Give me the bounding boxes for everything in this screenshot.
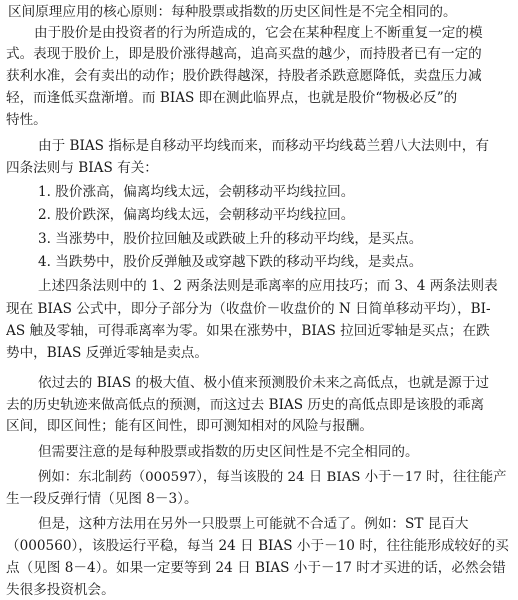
text-line: 但需要注意的是每种股票或指数的历史区间性是不完全相同的。 xyxy=(38,444,419,461)
text-line: 生一段反弹行情（见图 8－3）。 xyxy=(6,491,198,508)
text-line: 势中，BIAS 反弹近零轴是卖点。 xyxy=(6,344,208,361)
text-line: 轻，而逢低买盘渐增。而 BIAS 即在测此临界点，也就是股价“物极必反”的 xyxy=(6,90,458,107)
text-line: 由于 BIAS 指标是自移动平均线而来，而移动平均线葛兰碧八大法则中，有 xyxy=(38,137,489,154)
text-line: 例如：东北制药（000597），每当该股的 24 日 BIAS 小于－17 时，往往能产 xyxy=(38,469,507,485)
text-line: 获利水准，会有卖出的动作；股价跌得越深，持股者杀跌意愿降低，卖盘压力减 xyxy=(6,67,482,84)
text-line: 上述四条法则中的 1、2 两条法则是乖离率的应用技巧；而 3、4 两条法则表 xyxy=(38,278,498,295)
text-line: 点（见图 8－4）。如果一定要等到 24 日 BIAS 小于－17 时才买进的话，必然会错 xyxy=(6,560,506,577)
text-line: 但是，这种方法用在另外一只股票上可能就不合适了。例如：ST 昆百大 xyxy=(38,516,469,533)
text-line: 依过去的 BIAS 的极大值、极小值来预测股价未来之高低点，也就是源于过 xyxy=(38,374,489,391)
text-line: 特性。 xyxy=(6,111,47,128)
list-item: 1. 股价涨高，偏离均线太远，会朝移动平均线拉回。 xyxy=(38,183,355,200)
list-item: 3. 当涨势中，股价拉回触及或跌破上升的移动平均线，是买点。 xyxy=(38,230,423,247)
text-line: 区间原理应用的核心原则：每种股票或指数的历史区间性是不完全相同的。 xyxy=(8,3,457,20)
list-item: 4. 当跌势中，股价反弹触及或穿越下跌的移动平均线，是卖点。 xyxy=(38,254,423,271)
text-line: 区间，即区间性；能有区间性，即可测知相对的风险与报酬。 xyxy=(6,418,374,434)
text-line: 现在 BIAS 公式中，即分子部分为（收盘价－收盘价的 N 日简单移动平均），BI- xyxy=(6,300,491,317)
text-line: 失很多投资机会。 xyxy=(6,582,115,598)
text-line: AS 触及零轴，可得乖离率为零。如果在涨势中，BIAS 拉回近零轴是买点；在跌 xyxy=(6,323,490,340)
text-line: 由于股价是由投资者的行为所造成的，它会在某种程度上不断重复一定的模 xyxy=(34,24,483,41)
text-line: 四条法则与 BIAS 有关： xyxy=(6,160,158,177)
text-line: 式。表现于股价上，即是股价涨得越高，追高买盘的越少，而持股者已有一定的 xyxy=(6,46,482,62)
text-line: 去的历史轨迹来做高低点的预测，而这过去 BIAS 历史的高低点即是该股的乖离 xyxy=(6,396,485,413)
text-line: （000560），该股运行平稳，每当 24 日 BIAS 小于－10 时，往往能形成较好的买 xyxy=(6,538,509,554)
list-item: 2. 股价跌深，偏离均线太远，会朝移动平均线拉回。 xyxy=(38,207,355,224)
